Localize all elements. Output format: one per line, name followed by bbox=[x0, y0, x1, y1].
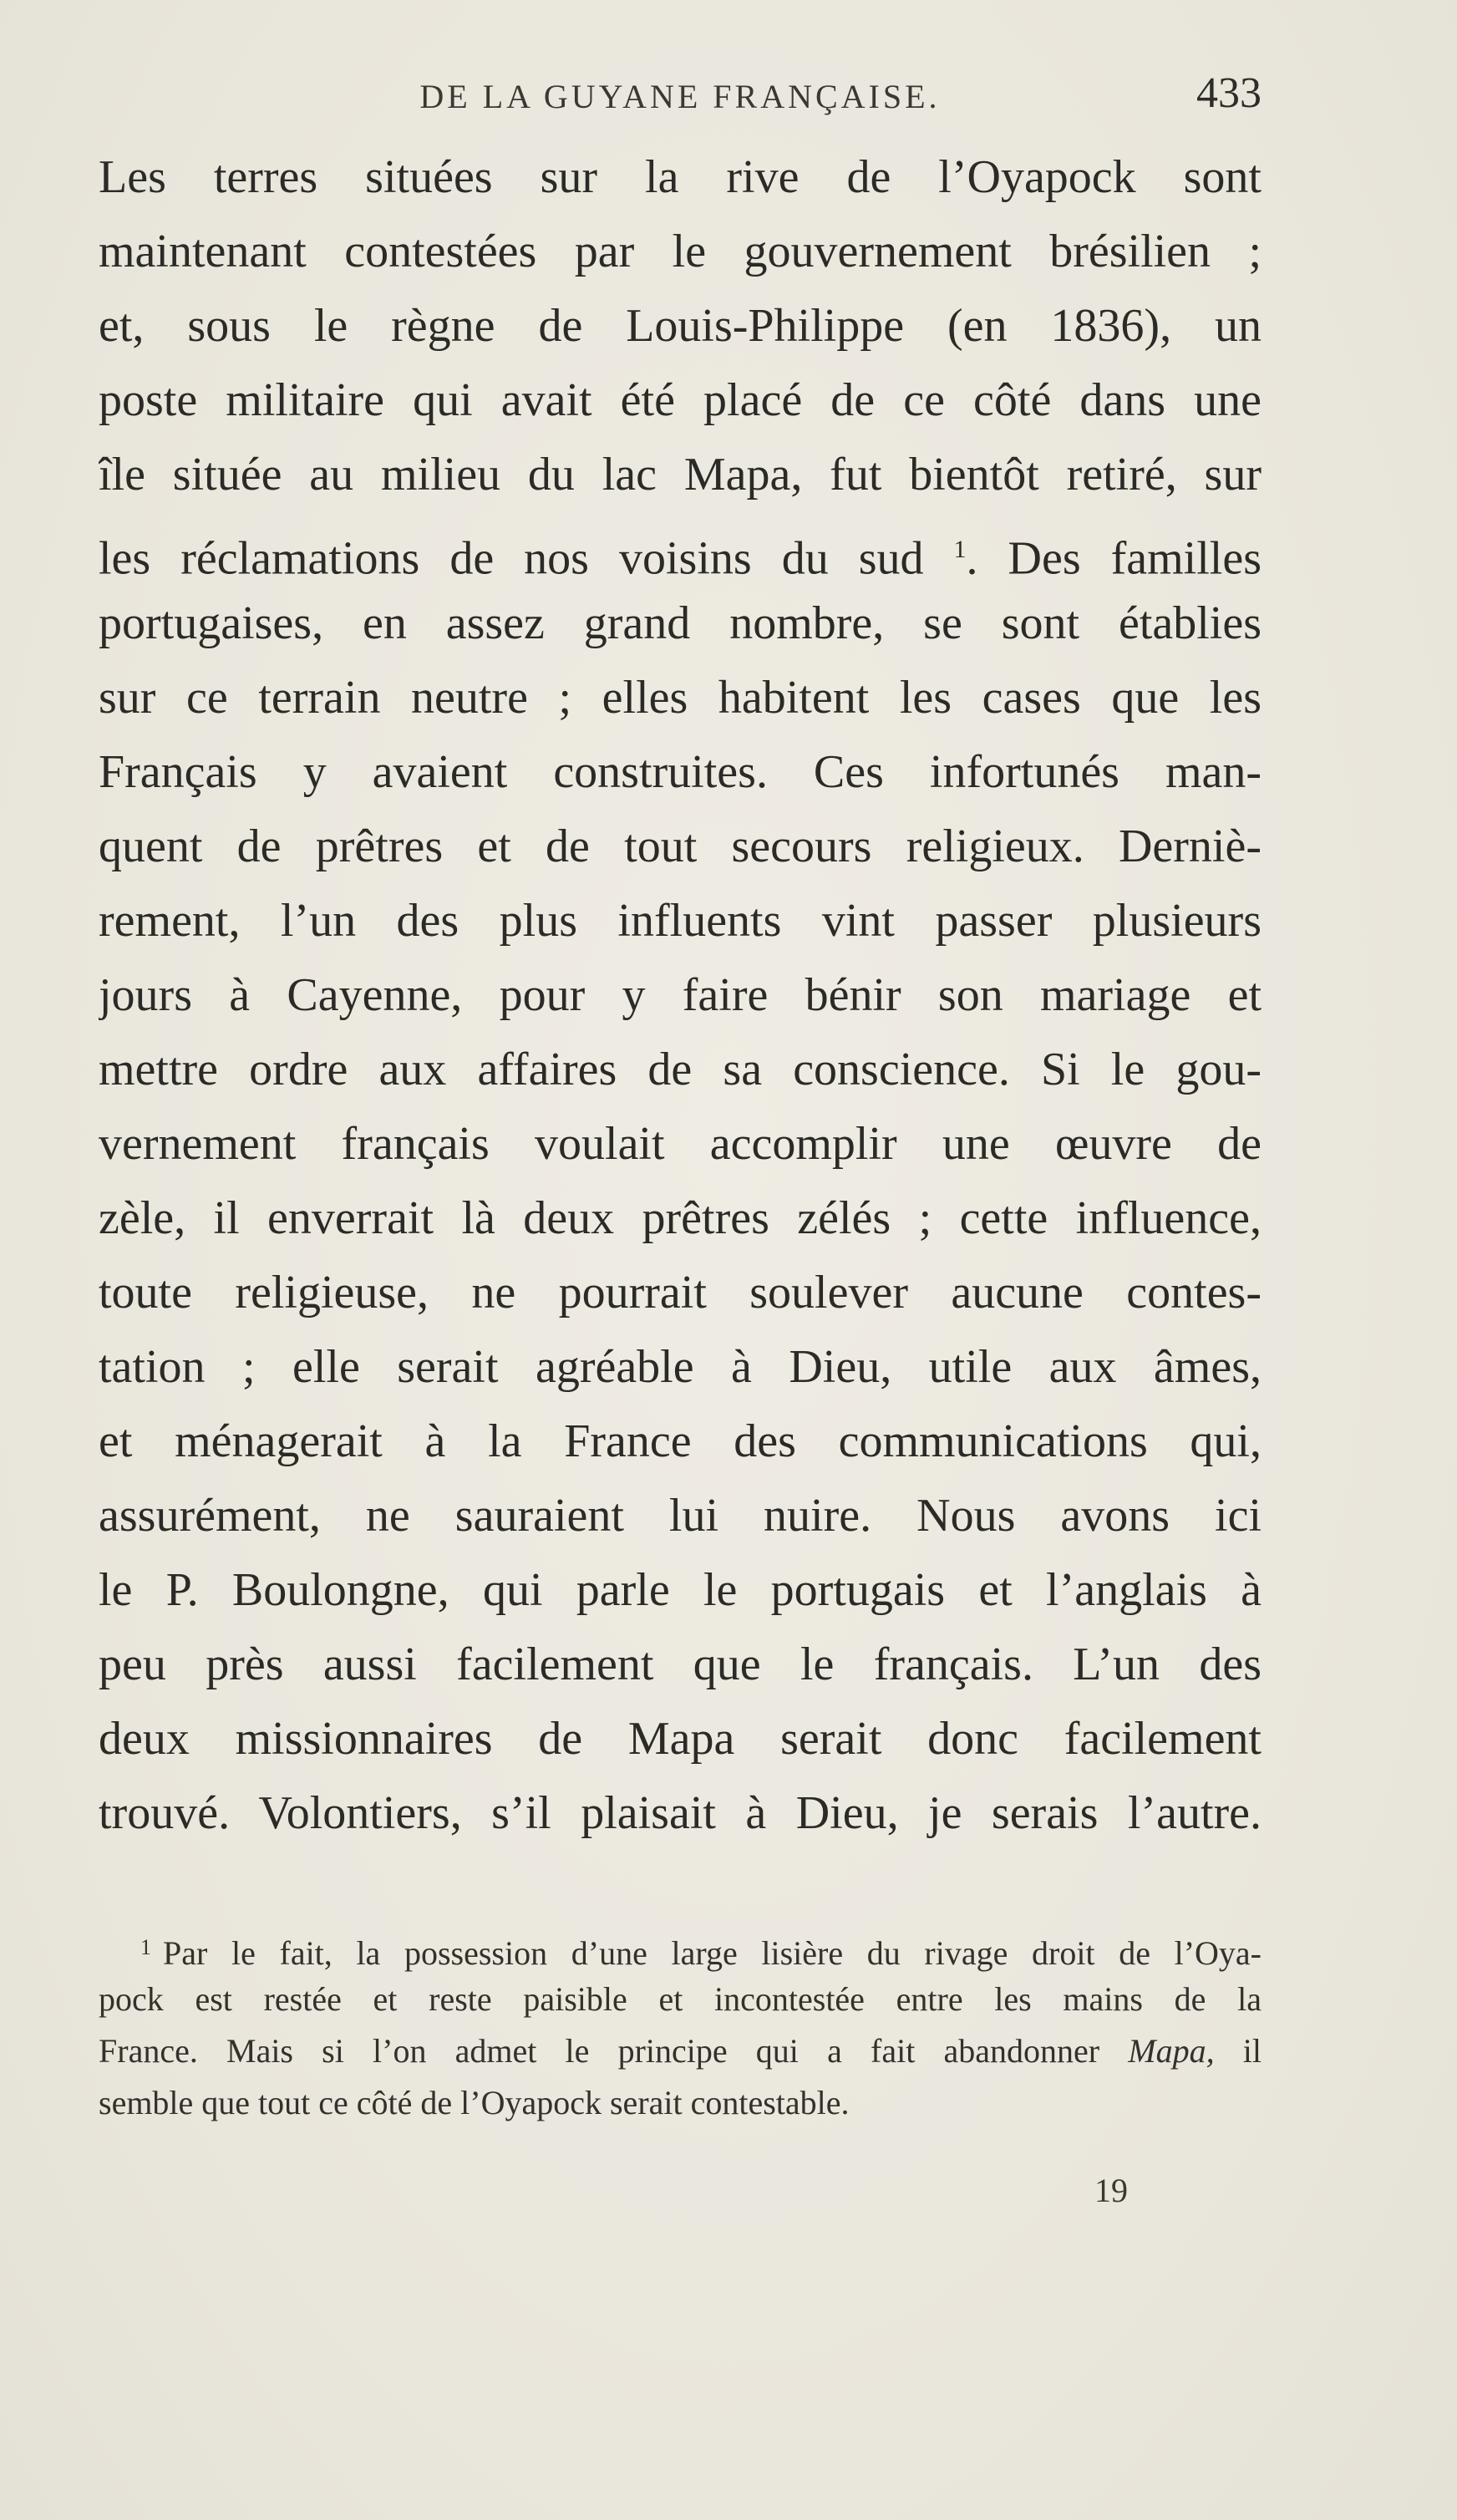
text-line: assurément, ne sauraient lui nuire. Nous avons ici bbox=[99, 1490, 1262, 1542]
body-text bbox=[99, 140, 1262, 1851]
running-title: DE LA GUYANE FRANÇAISE. bbox=[419, 78, 941, 115]
footnote-reference: 1 bbox=[953, 536, 967, 563]
text-line: poste militaire qui avait été placé de ce côté dans une bbox=[99, 374, 1262, 426]
footnote-text: il bbox=[1242, 2032, 1262, 2070]
footnote-italic-text: Mapa, bbox=[1128, 2032, 1215, 2070]
text-line-part: . Des familles bbox=[966, 532, 1262, 585]
text-line: trouvé. Volontiers, s’il plaisait à Dieu, je serais l’autre. bbox=[99, 1787, 1262, 1839]
text-line: et ménagerait à la France des communications qui, bbox=[99, 1415, 1262, 1467]
footnote-text: Par le fait, la possession d’une large lisière du rivage droit de l’Oya- bbox=[163, 1934, 1262, 1972]
text-line: et, sous le règne de Louis-Philippe (en 1836), un bbox=[99, 300, 1262, 352]
text-line: toute religieuse, ne pourrait soulever aucune contes- bbox=[99, 1267, 1262, 1318]
text-line: sur ce terrain neutre ; elles habitent les cases que les bbox=[99, 672, 1262, 724]
page-header bbox=[99, 69, 1262, 127]
text-line: zèle, il enverrait là deux prêtres zélés ; cette influence, bbox=[99, 1192, 1262, 1244]
text-line: rement, l’un des plus influents vint passer plusieurs bbox=[99, 895, 1262, 947]
text-line: île située au milieu du lac Mapa, fut bientôt retiré, sur bbox=[99, 449, 1262, 500]
footnote-line bbox=[99, 2025, 1262, 2077]
text-line: tation ; elle serait agréable à Dieu, utile aux âmes, bbox=[99, 1341, 1262, 1393]
text-line: le P. Boulongne, qui parle le portugais et l’anglais à bbox=[99, 1564, 1262, 1616]
text-line: portugaises, en assez grand nombre, se sont établies bbox=[99, 597, 1262, 649]
text-line: quent de prêtres et de tout secours religieux. Derniè- bbox=[99, 821, 1262, 872]
page-number: 433 bbox=[1196, 69, 1262, 117]
text-line: jours à Cayenne, pour y faire bénir son mariage et bbox=[99, 969, 1262, 1021]
text-line: mettre ordre aux affaires de sa conscience. Si le gou- bbox=[99, 1044, 1262, 1095]
signature-mark: 19 bbox=[1094, 2172, 1128, 2209]
footnote-line bbox=[99, 1922, 1262, 1974]
footnote-text: France. Mais si l’on admet le principe qui a fait abandonner bbox=[99, 2032, 1100, 2070]
footnote-marker: 1 bbox=[140, 1935, 151, 1959]
text-line-part: les réclamations de nos voisins du sud bbox=[99, 532, 924, 585]
text-line: deux missionnaires de Mapa serait donc facilement bbox=[99, 1713, 1262, 1765]
footnote bbox=[99, 1922, 1262, 2129]
text-line: Les terres situées sur la rive de l’Oyapock sont bbox=[99, 151, 1262, 203]
text-line-with-footnote-ref bbox=[99, 512, 1262, 587]
text-line: Français y avaient construites. Ces infortunés man- bbox=[99, 746, 1262, 798]
text-line: peu près aussi facilement que le français. L’un des bbox=[99, 1639, 1262, 1690]
footnote-line: pock est restée et reste paisible et incontestée entre les mains de la bbox=[99, 1980, 1262, 2018]
footnote-line: semble que tout ce côté de l’Oyapock serait contestable. bbox=[99, 2084, 850, 2121]
text-line: vernement français voulait accomplir une œuvre de bbox=[99, 1118, 1262, 1170]
text-line: maintenant contestées par le gouvernement brésilien ; bbox=[99, 226, 1262, 277]
